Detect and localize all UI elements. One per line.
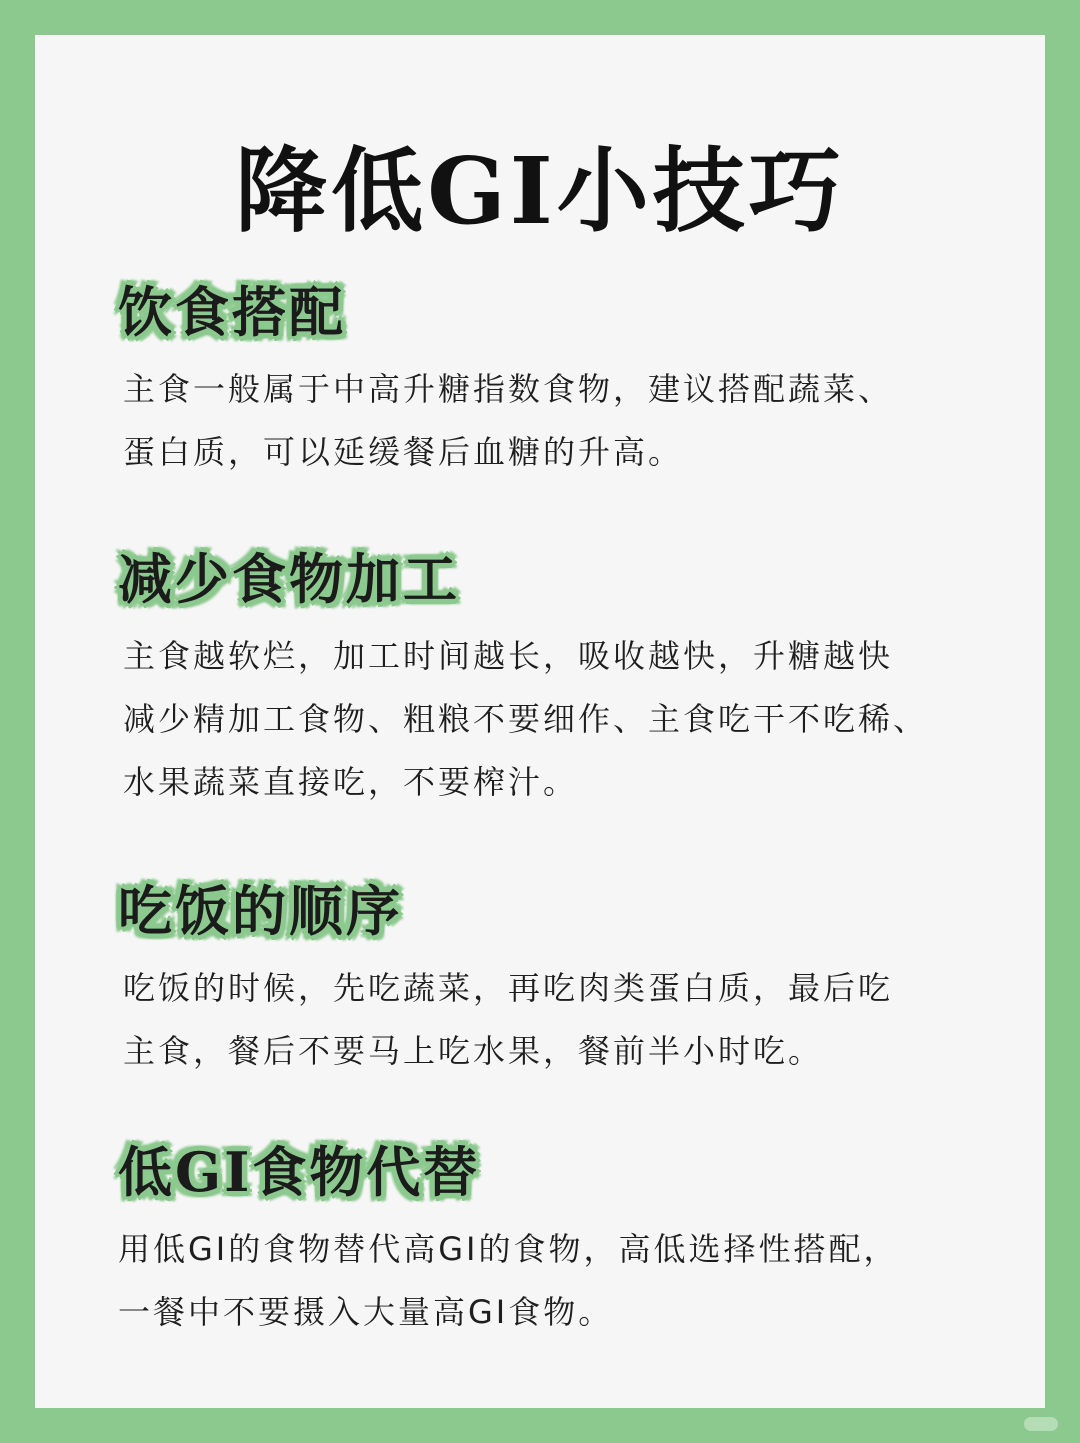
section-heading: 减少食物加工	[118, 547, 460, 611]
section-heading: 饮食搭配	[118, 280, 346, 344]
section-text-line: 主食，餐后不要马上吃水果，餐前半小时吃。	[123, 1032, 824, 1070]
section-heading: 吃饭的顺序	[118, 879, 403, 943]
content-card	[35, 35, 1045, 1408]
section-body	[123, 358, 978, 484]
section-body	[118, 1218, 978, 1344]
section-text-line: 用低GI的食物替代高GI的食物，高低选择性搭配，	[118, 1230, 899, 1268]
section-low-gi-substitution	[118, 1138, 978, 1344]
section-text-line: 主食越软烂，加工时间越长，吸收越快，升糖越快	[123, 637, 894, 675]
section-reduce-processing	[118, 545, 978, 814]
section-text-line: 主食一般属于中高升糖指数食物，建议搭配蔬菜、	[123, 370, 894, 408]
section-text-line: 一餐中不要摄入大量高GI食物。	[118, 1293, 614, 1331]
section-text-line: 水果蔬菜直接吃，不要榨汁。	[123, 763, 579, 801]
section-text-line: 减少精加工食物、粗粮不要细作、主食吃干不吃稀、	[123, 700, 929, 738]
section-text-line: 吃饭的时候，先吃蔬菜，再吃肉类蛋白质，最后吃	[123, 969, 894, 1007]
section-body	[123, 625, 978, 814]
section-diet-pairing	[118, 278, 978, 484]
section-body	[123, 957, 978, 1083]
page-title: 降低GI小技巧	[235, 137, 845, 245]
section-heading: 低GI食物代替	[118, 1140, 481, 1204]
watermark-badge	[1024, 1417, 1058, 1431]
section-eating-order	[118, 877, 978, 1083]
section-text-line: 蛋白质，可以延缓餐后血糖的升高。	[123, 433, 684, 471]
